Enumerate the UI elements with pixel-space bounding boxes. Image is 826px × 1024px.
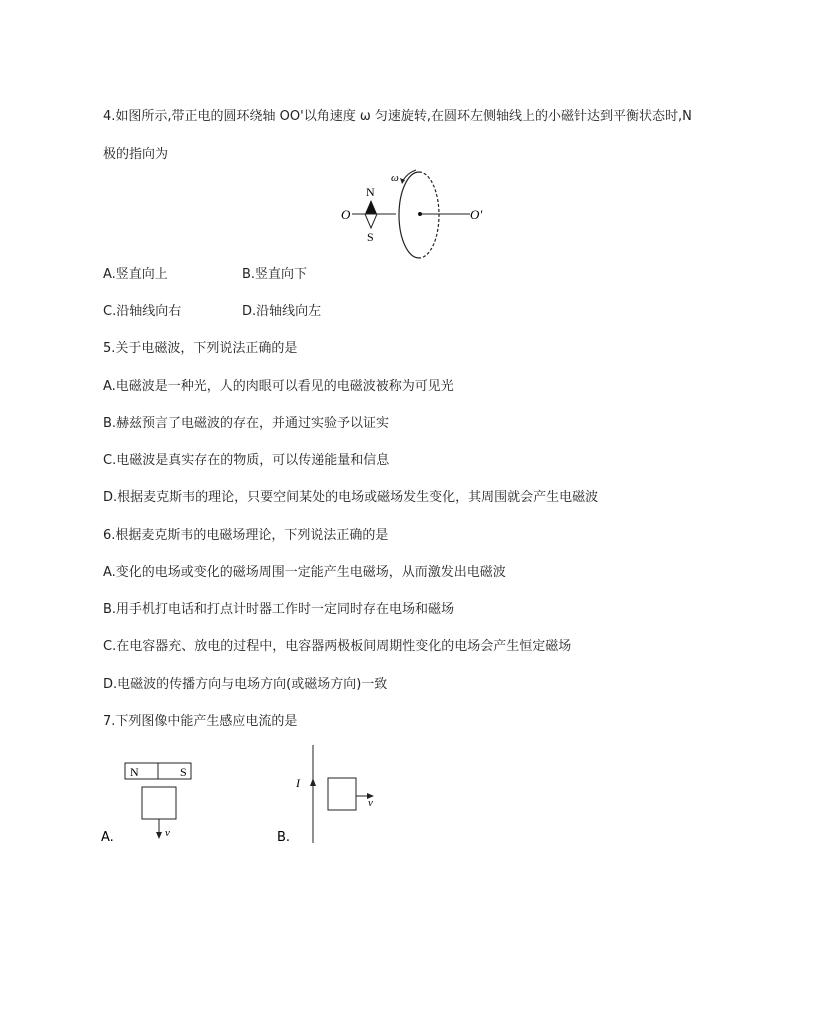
q5-option-c: C.电磁波是真实存在的物质，可以传递能量和信息 [103,453,390,468]
q4-option-b: B.竖直向下 [242,267,308,282]
magnet-south-label: S [180,765,187,779]
south-label: S [367,230,374,244]
needle-south-icon [365,214,377,228]
omega-label: ω [391,172,399,184]
option-a-label: A. [101,830,114,845]
q7-figure-b [276,742,386,847]
q5-stem: 5.关于电磁波，下列说法正确的是 [103,341,298,356]
q7-figure-a [100,755,210,850]
coil-loop-b [328,778,356,810]
ring-front [399,172,419,258]
ring-back [419,172,439,258]
coil-loop [142,787,176,819]
q4-option-c: C.沿轴线向右 [103,304,182,319]
q6-option-b: B.用手机打电话和打点计时器工作时一定同时存在电场和磁场 [103,602,455,617]
axis-right-label: O' [470,207,483,222]
q4-option-d: D.沿轴线向左 [242,304,322,319]
q6-option-d: D.电磁波的传播方向与电场方向(或磁场方向)一致 [103,677,388,692]
q4-stem-line2: 极的指向为 [103,147,169,162]
q5-option-b: B.赫兹预言了电磁波的存在，并通过实验予以证实 [103,416,390,431]
north-label: N [366,185,375,199]
axis-left-label: O [341,207,351,222]
q7-stem: 7.下列图像中能产生感应电流的是 [103,714,298,729]
velocity-arrow-icon [156,832,162,839]
current-label: I [296,776,300,790]
q6-option-a: A.变化的电场或变化的磁场周围一定能产生电磁场，从而激发出电磁波 [103,565,506,580]
q6-option-c: C.在电容器充、放电的过程中，电容器两极板间周期性变化的电场会产生恒定磁场 [103,639,572,654]
q4-stem-line1: 4.如图所示,带正电的圆环绕轴 OO'以角速度 ω 匀速旋转,在圆环左侧轴线上的小磁针达到平衡状态时,N [103,109,692,124]
q5-option-a: A.电磁波是一种光，人的肉眼可以看见的电磁波被称为可见光 [103,379,454,394]
current-arrow-icon [310,778,316,786]
option-b-label: B. [277,830,291,845]
q5-option-d: D.根据麦克斯韦的理论，只要空间某处的电场或磁场发生变化，其周围就会产生电磁波 [103,490,599,505]
magnet-north-label: N [130,765,139,779]
q6-stem: 6.根据麦克斯韦的电磁场理论，下列说法正确的是 [103,528,389,543]
b-velocity-label: v [368,797,373,809]
q4-option-a: A.竖直向上 [103,267,168,282]
a-velocity-label: v [165,827,170,839]
q4-figure [330,168,500,260]
ring-center-dot [418,212,422,216]
needle-north-icon [365,200,377,214]
